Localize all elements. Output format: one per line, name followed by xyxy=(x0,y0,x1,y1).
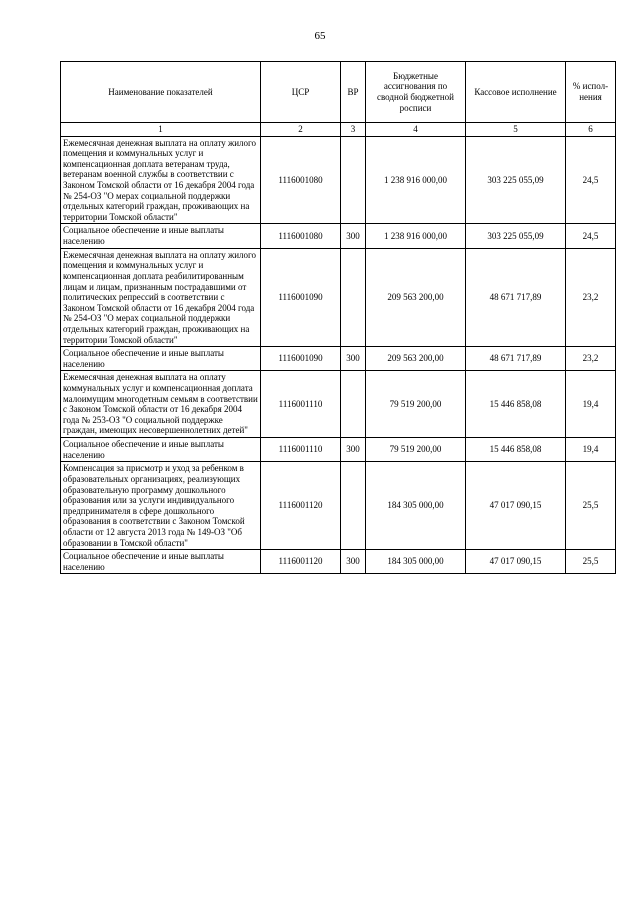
row-percent: 25,5 xyxy=(566,550,616,574)
row-vr: 300 xyxy=(341,550,366,574)
header-vr: ВР xyxy=(341,62,366,123)
row-vr: 300 xyxy=(341,347,366,371)
row-cash: 47 017 090,15 xyxy=(466,550,566,574)
row-name: Ежемесячная денежная выплата на оплату коммунальных услуг и компенсационная доплата малоимущим многодетным семьям в соответствии с Законом Томской области от 16 декабря 2004 года № 253-ОЗ "О социальной поддержке граждан, имеющих несовершеннолетних детей" xyxy=(61,371,261,438)
header-cash: Кассовое исполнение xyxy=(466,62,566,123)
row-csr: 1116001120 xyxy=(261,550,341,574)
row-cash: 15 446 858,08 xyxy=(466,371,566,438)
header-csr: ЦСР xyxy=(261,62,341,123)
column-number: 6 xyxy=(566,123,616,137)
row-name: Социальное обеспечение и иные выплаты населению xyxy=(61,347,261,371)
row-csr: 1116001110 xyxy=(261,371,341,438)
header-budget: Бюджетные ассигнования по сводной бюджетной росписи xyxy=(366,62,466,123)
row-name: Ежемесячная денежная выплата на оплату жилого помещения и коммунальных услуг и компенсационная доплата реабилитированным лицам и лицам, признанным пострадавшими от политических репрессий в соответствии с Законом Томской области от 16 декабря 2004 года № 254-ОЗ "О мерах социальной поддержки отдельных категорий граждан, проживающих на территории Томской области" xyxy=(61,248,261,346)
row-vr: 300 xyxy=(341,224,366,248)
row-cash: 48 671 717,89 xyxy=(466,347,566,371)
row-cash: 15 446 858,08 xyxy=(466,438,566,462)
column-number: 5 xyxy=(466,123,566,137)
table-row xyxy=(61,371,616,438)
row-budget: 209 563 200,00 xyxy=(366,248,466,346)
row-budget: 184 305 000,00 xyxy=(366,462,466,550)
row-cash: 48 671 717,89 xyxy=(466,248,566,346)
column-number: 2 xyxy=(261,123,341,137)
row-percent: 24,5 xyxy=(566,224,616,248)
row-csr: 1116001080 xyxy=(261,224,341,248)
row-vr xyxy=(341,136,366,224)
row-csr: 1116001110 xyxy=(261,438,341,462)
row-percent: 19,4 xyxy=(566,371,616,438)
table-row xyxy=(61,224,616,248)
row-budget: 209 563 200,00 xyxy=(366,347,466,371)
row-name: Компенсация за присмотр и уход за ребенком в образовательных организациях, реализующих образовательную программу дошкольного образования или за услуги индивидуального предпринимателя в сфере дошкольного образования в соответствии с Законом Томской области от 12 августа 2013 года № 149-ОЗ "Об образовании в Томской области" xyxy=(61,462,261,550)
table-row xyxy=(61,347,616,371)
header-name: Наименование показателей xyxy=(61,62,261,123)
header-percent: % испол-нения xyxy=(566,62,616,123)
row-csr: 1116001120 xyxy=(261,462,341,550)
row-cash: 303 225 055,09 xyxy=(466,136,566,224)
row-budget: 1 238 916 000,00 xyxy=(366,224,466,248)
table-row xyxy=(61,550,616,574)
column-number: 1 xyxy=(61,123,261,137)
row-cash: 303 225 055,09 xyxy=(466,224,566,248)
row-vr xyxy=(341,462,366,550)
row-csr: 1116001090 xyxy=(261,347,341,371)
row-name: Социальное обеспечение и иные выплаты населению xyxy=(61,224,261,248)
table-row xyxy=(61,136,616,224)
row-percent: 19,4 xyxy=(566,438,616,462)
row-vr xyxy=(341,371,366,438)
column-number: 4 xyxy=(366,123,466,137)
row-percent: 23,2 xyxy=(566,347,616,371)
column-number: 3 xyxy=(341,123,366,137)
table-row xyxy=(61,438,616,462)
row-name: Социальное обеспечение и иные выплаты населению xyxy=(61,550,261,574)
row-percent: 24,5 xyxy=(566,136,616,224)
row-csr: 1116001080 xyxy=(261,136,341,224)
column-number-row xyxy=(61,123,616,137)
table-row xyxy=(61,462,616,550)
row-budget: 79 519 200,00 xyxy=(366,438,466,462)
page-number: 65 xyxy=(314,30,326,42)
row-budget: 184 305 000,00 xyxy=(366,550,466,574)
row-budget: 79 519 200,00 xyxy=(366,371,466,438)
row-vr: 300 xyxy=(341,438,366,462)
row-csr: 1116001090 xyxy=(261,248,341,346)
table-row xyxy=(61,248,616,346)
budget-execution-table xyxy=(60,61,616,574)
row-vr xyxy=(341,248,366,346)
row-percent: 25,5 xyxy=(566,462,616,550)
row-percent: 23,2 xyxy=(566,248,616,346)
row-budget: 1 238 916 000,00 xyxy=(366,136,466,224)
row-name: Социальное обеспечение и иные выплаты населению xyxy=(61,438,261,462)
row-cash: 47 017 090,15 xyxy=(466,462,566,550)
row-name: Ежемесячная денежная выплата на оплату жилого помещения и коммунальных услуг и компенсационная доплата ветеранам труда, ветеранам военной службы в соответствии с Законом Томской области от 16 декабря 2004 года № 254-ОЗ "О мерах социальной поддержки отдельных категорий граждан, проживающих на территории Томской области" xyxy=(61,136,261,224)
header-row xyxy=(61,62,616,123)
